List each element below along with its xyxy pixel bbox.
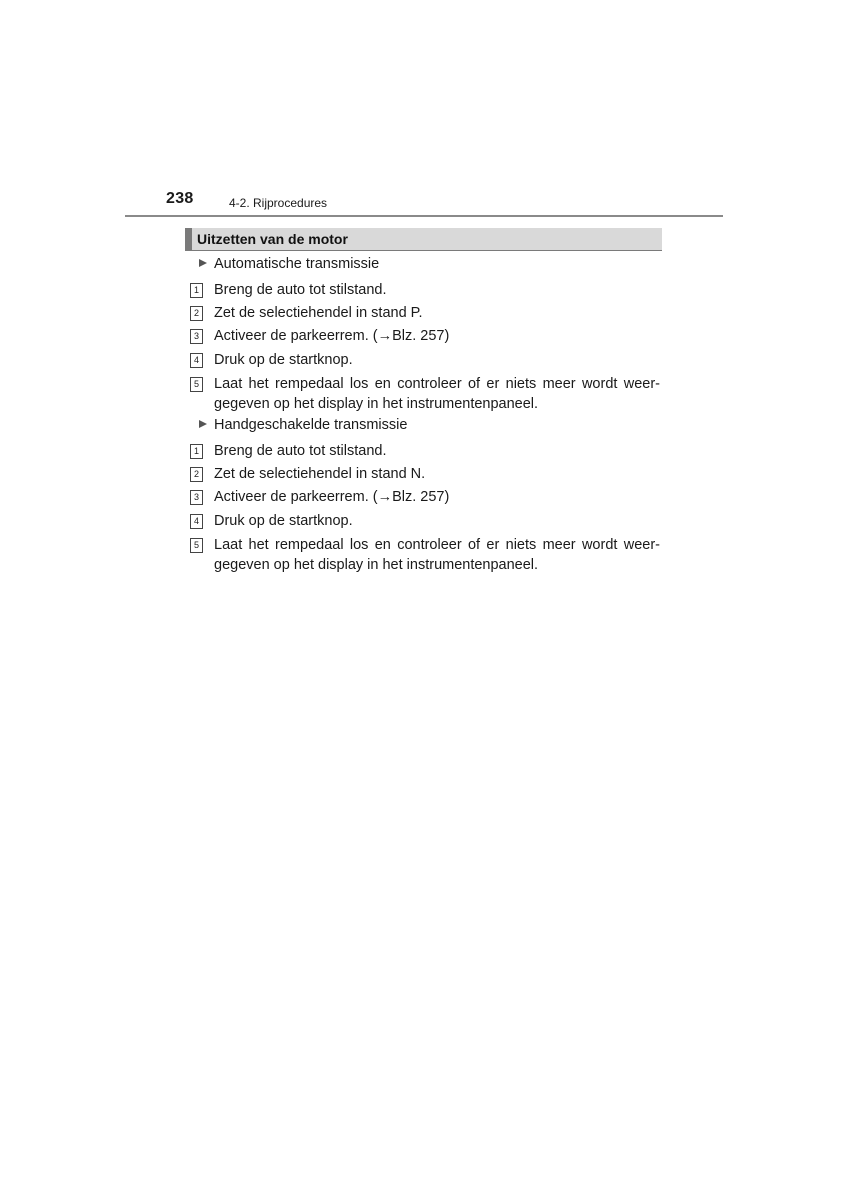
triangle-bullet-icon [199, 420, 207, 428]
step-text: Breng de auto tot stilstand. [214, 443, 387, 459]
step-text: Breng de auto tot stilstand. [214, 282, 387, 298]
step-item [190, 535, 660, 575]
heading-marker [185, 228, 192, 250]
step-text: Druk op de startknop. [214, 352, 353, 368]
subheading-automatic [199, 256, 379, 272]
page-number: 238 [166, 190, 194, 207]
step-number-box: 2 [190, 467, 203, 482]
step-text: Activeer de parkeerrem. (→Blz. 257) [214, 328, 450, 344]
header-divider [125, 215, 723, 217]
subheading-manual [199, 417, 407, 433]
step-text: Laat het rempedaal los en controleer of er niets meer wordt weer-gegeven op het display in het instrumentenpaneel. [214, 376, 660, 412]
step-number-box: 3 [190, 490, 203, 505]
step-text: Zet de selectiehendel in stand P. [214, 305, 423, 321]
step-number-box: 5 [190, 377, 203, 392]
step-item [190, 280, 660, 300]
step-item [190, 374, 660, 414]
step-number-box: 1 [190, 444, 203, 459]
step-number-box: 3 [190, 329, 203, 344]
step-text: Activeer de parkeerrem. (→Blz. 257) [214, 489, 450, 505]
step-item [190, 441, 660, 461]
step-item [190, 464, 660, 484]
step-text: Druk op de startknop. [214, 513, 353, 529]
step-text: Laat het rempedaal los en controleer of er niets meer wordt weer-gegeven op het display in het instrumentenpaneel. [214, 537, 660, 573]
step-number-box: 5 [190, 538, 203, 553]
step-number-box: 1 [190, 283, 203, 298]
step-number-box: 4 [190, 353, 203, 368]
section-reference: 4-2. Rijprocedures [229, 196, 328, 210]
step-item [190, 487, 660, 507]
section-title: Uitzetten van de motor [197, 231, 348, 247]
subheading-label: Handgeschakelde transmissie [214, 417, 408, 433]
step-text: Zet de selectiehendel in stand N. [214, 466, 426, 482]
step-item [190, 326, 660, 346]
step-item [190, 350, 660, 370]
triangle-bullet-icon [199, 259, 207, 267]
step-item [190, 303, 660, 323]
step-item [190, 511, 660, 531]
subheading-label: Automatische transmissie [214, 256, 380, 272]
step-number-box: 2 [190, 306, 203, 321]
step-number-box: 4 [190, 514, 203, 529]
section-heading [185, 228, 662, 251]
